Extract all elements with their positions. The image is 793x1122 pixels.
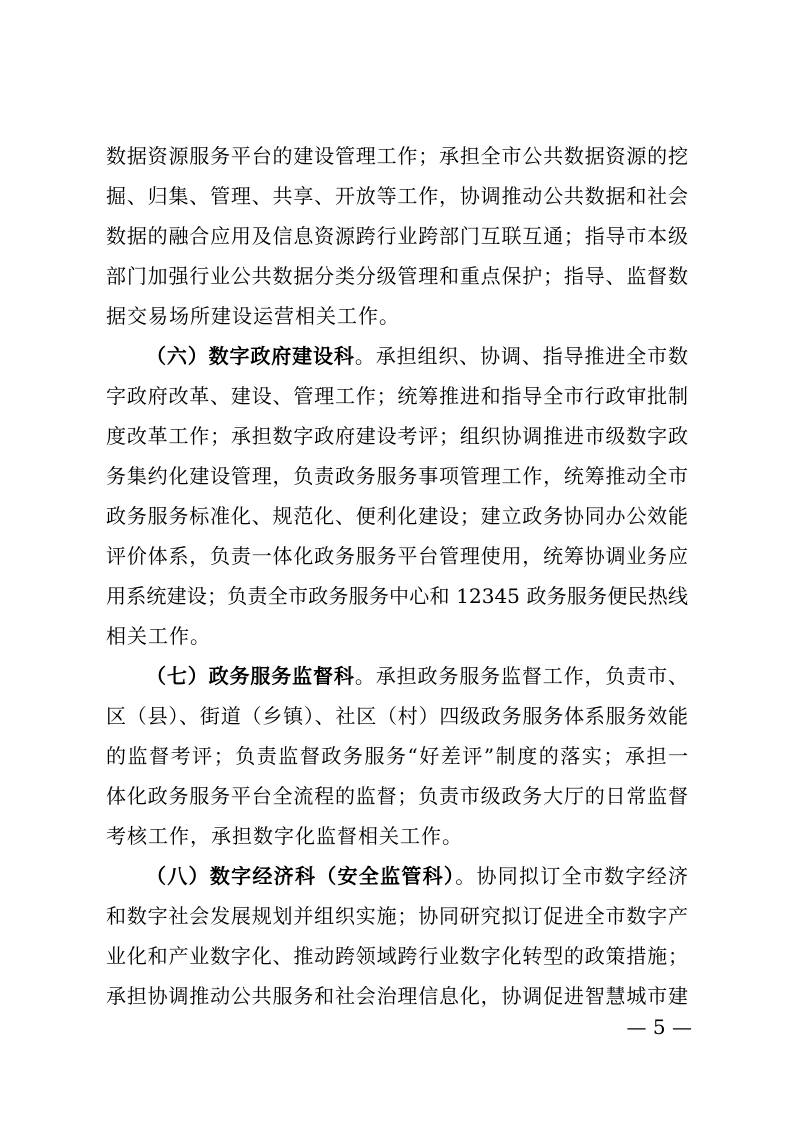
text-line: 数据资源服务平台的建设管理工作；承担全市公共数据资源的挖 (106, 144, 688, 168)
section-first-line (146, 856, 688, 896)
text-line: 字政府改革、建设、管理工作；统筹推进和指导全市行政审批制 (106, 384, 688, 408)
section-heading: （六）数字政府建设科 (146, 344, 355, 368)
page-number: — 5 — (626, 1015, 692, 1039)
text-line: 的监督考评；负责监督政务服务“好差评”制度的落实；承担一 (106, 744, 688, 768)
text-line: 用系统建设；负责全市政务服务中心和 12345 政务服务便民热线 (106, 584, 688, 608)
section-heading: （七）政务服务监督科 (146, 664, 355, 688)
text-line: 考核工作，承担数字化监督相关工作。 (106, 824, 463, 848)
section-text: 。承担组织、协调、指导推进全市数 (354, 344, 689, 368)
text-line: 承担协调推动公共服务和社会治理信息化，协调促进智慧城市建 (106, 984, 688, 1008)
text-line: 相关工作。 (106, 624, 211, 648)
text-line: 业化和产业数字化、推动跨领域跨行业数字化转型的政策措施； (106, 944, 688, 968)
text-line: 评价体系，负责一体化政务服务平台管理使用，统筹协调业务应 (106, 544, 688, 568)
section-text: 。承担政务服务监督工作，负责市、 (354, 664, 689, 688)
text-line: 区（县）、街道（乡镇）、社区（村）四级政务服务体系服务效能 (106, 704, 688, 728)
section-first-line (146, 656, 688, 696)
text-line: 和数字社会发展规划并组织实施；协同研究拟订促进全市数字产 (106, 904, 688, 928)
text-line: 务集约化建设管理，负责政务服务事项管理工作，统筹推动全市 (106, 464, 688, 488)
text-line: 部门加强行业公共数据分类分级管理和重点保护；指导、监督数 (106, 264, 688, 288)
text-line: 数据的融合应用及信息资源跨行业跨部门互联互通；指导市本级 (106, 224, 688, 248)
text-line: 掘、归集、管理、共享、开放等工作，协调推动公共数据和社会 (106, 184, 688, 208)
text-line: 政务服务标准化、规范化、便利化建设；建立政务协同办公效能 (106, 504, 688, 528)
section-heading: （八）数字经济科（安全监管科） (146, 864, 456, 888)
text-line: 据交易场所建设运营相关工作。 (106, 304, 400, 328)
text-line: 体化政务服务平台全流程的监督；负责市级政务大厅的日常监督 (106, 784, 688, 808)
section-text: 。协同拟订全市数字经济 (455, 864, 689, 888)
text-line: 度改革工作；承担数字政府建设考评；组织协调推进市级数字政 (106, 424, 688, 448)
section-first-line (146, 336, 688, 376)
